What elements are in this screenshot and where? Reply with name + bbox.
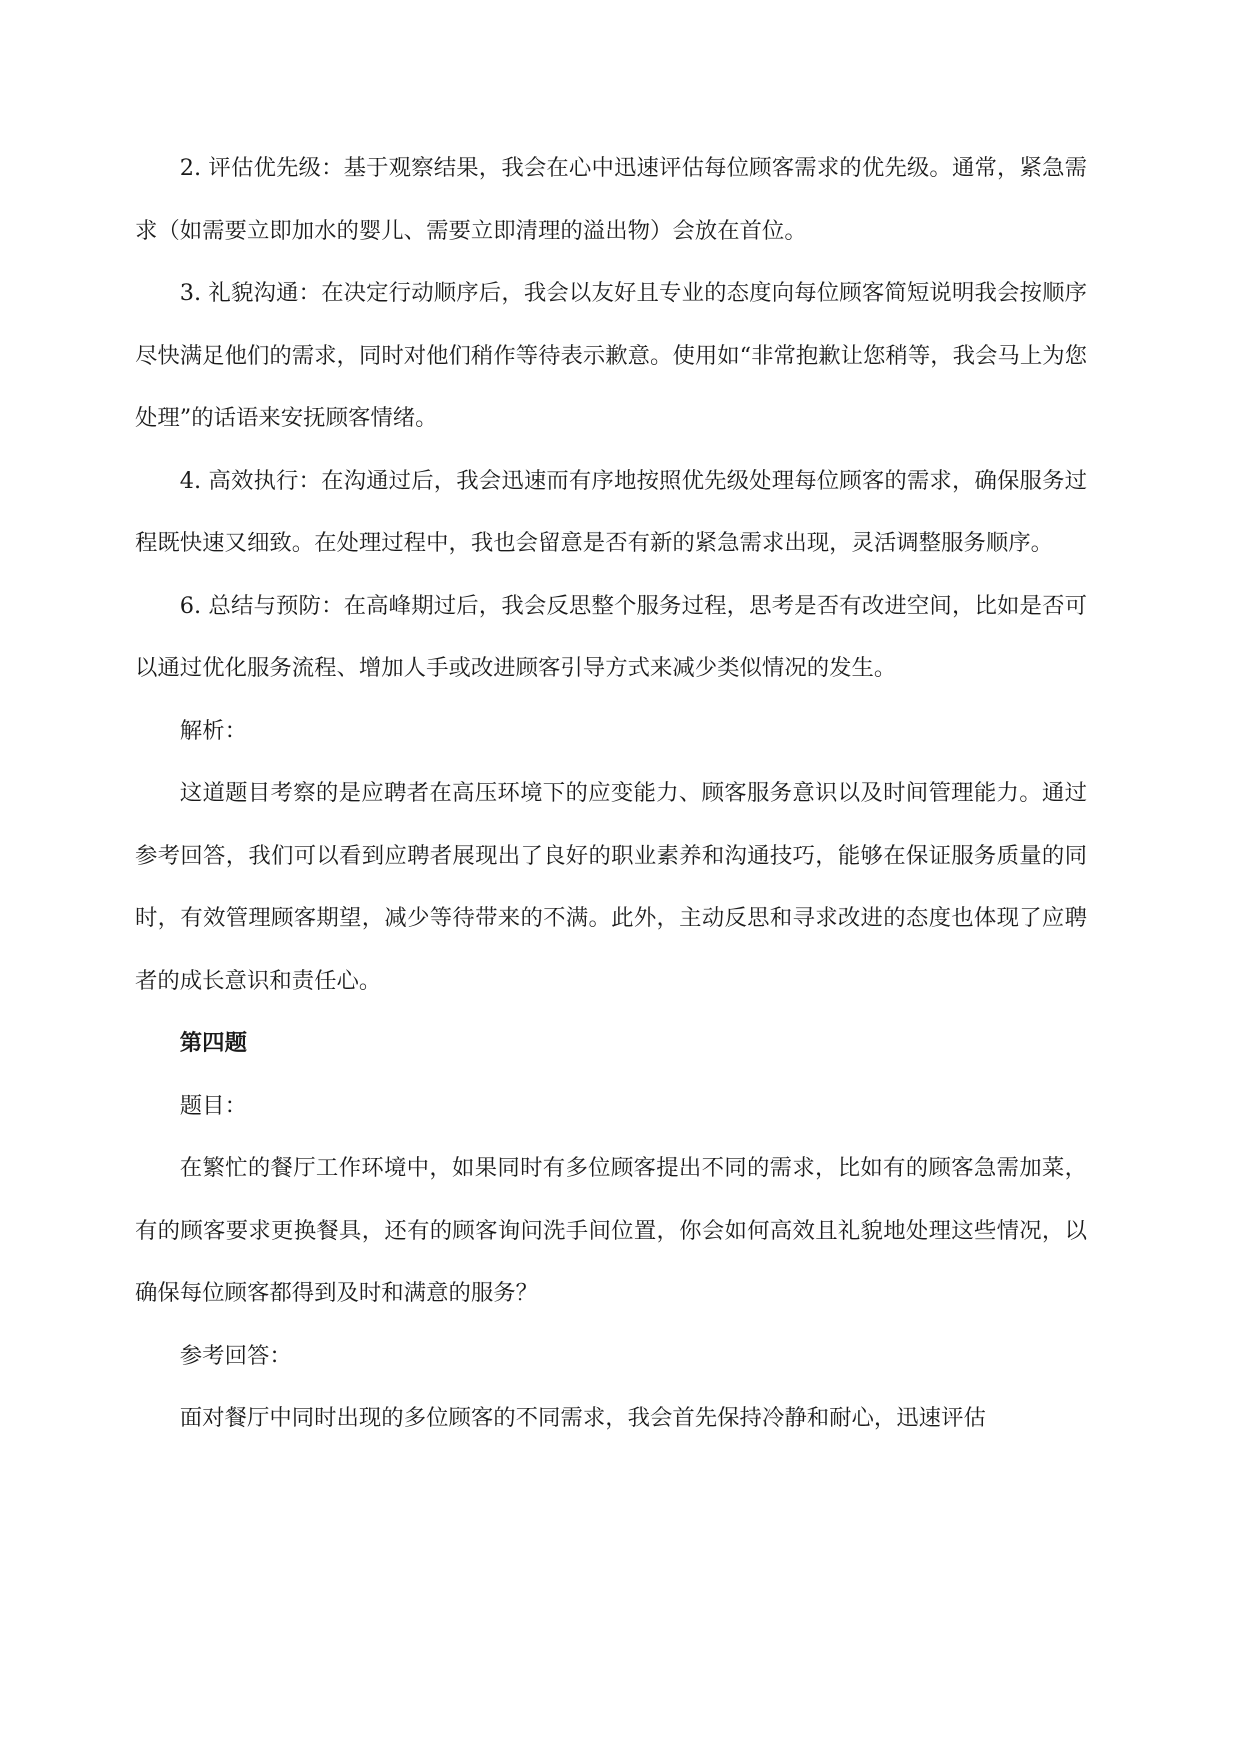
analysis-label: 解析： bbox=[179, 717, 247, 744]
section-heading-q4: 第四题 bbox=[179, 1030, 247, 1056]
paragraph-polite-communication: 3. 礼貌沟通：在决定行动顺序后，我会以友好且专业的态度向每位顾客简短说明我会按顺序尽快满足他们的需求，同时对他们稍作等待表示歉意。使用如“非常抱歉让您稍等，我会马上为您处理”的话语来安抚顾客情绪。 bbox=[135, 280, 1087, 431]
answer-text: 面对餐厅中同时出现的多位顾客的不同需求，我会首先保持冷静和耐心，迅速评估 bbox=[179, 1405, 986, 1431]
answer-label: 参考回答： bbox=[179, 1342, 292, 1369]
paragraph-efficient-execution: 4. 高效执行：在沟通过后，我会迅速而有序地按照优先级处理每位顾客的需求，确保服务过程既快速又细致。在处理过程中，我也会留意是否有新的紧急需求出现，灵活调整服务顺序。 bbox=[135, 467, 1087, 556]
question-text: 在繁忙的餐厅工作环境中，如果同时有多位顾客提出不同的需求，比如有的顾客急需加菜，有的顾客要求更换餐具，还有的顾客询问洗手间位置，你会如何高效且礼貌地处理这些情况，以确保每位顾客都得到及时和满意的服务？ bbox=[135, 1155, 1087, 1306]
document-body bbox=[135, 137, 1087, 1450]
paragraph-summary-prevention: 6. 总结与预防：在高峰期过后，我会反思整个服务过程，思考是否有改进空间，比如是否可以通过优化服务流程、增加人手或改进顾客引导方式来减少类似情况的发生。 bbox=[135, 592, 1087, 681]
analysis-text: 这道题目考察的是应聘者在高压环境下的应变能力、顾客服务意识以及时间管理能力。通过参考回答，我们可以看到应聘者展现出了良好的职业素养和沟通技巧，能够在保证服务质量的同时，有效管理顾客期望，减少等待带来的不满。此外，主动反思和寻求改进的态度也体现了应聘者的成长意识和责任心。 bbox=[135, 780, 1087, 994]
paragraph-evaluate-priority: 2. 评估优先级：基于观察结果，我会在心中迅速评估每位顾客需求的优先级。通常，紧急需求（如需要立即加水的婴儿、需要立即清理的溢出物）会放在首位。 bbox=[135, 155, 1087, 244]
question-label: 题目： bbox=[179, 1092, 247, 1119]
